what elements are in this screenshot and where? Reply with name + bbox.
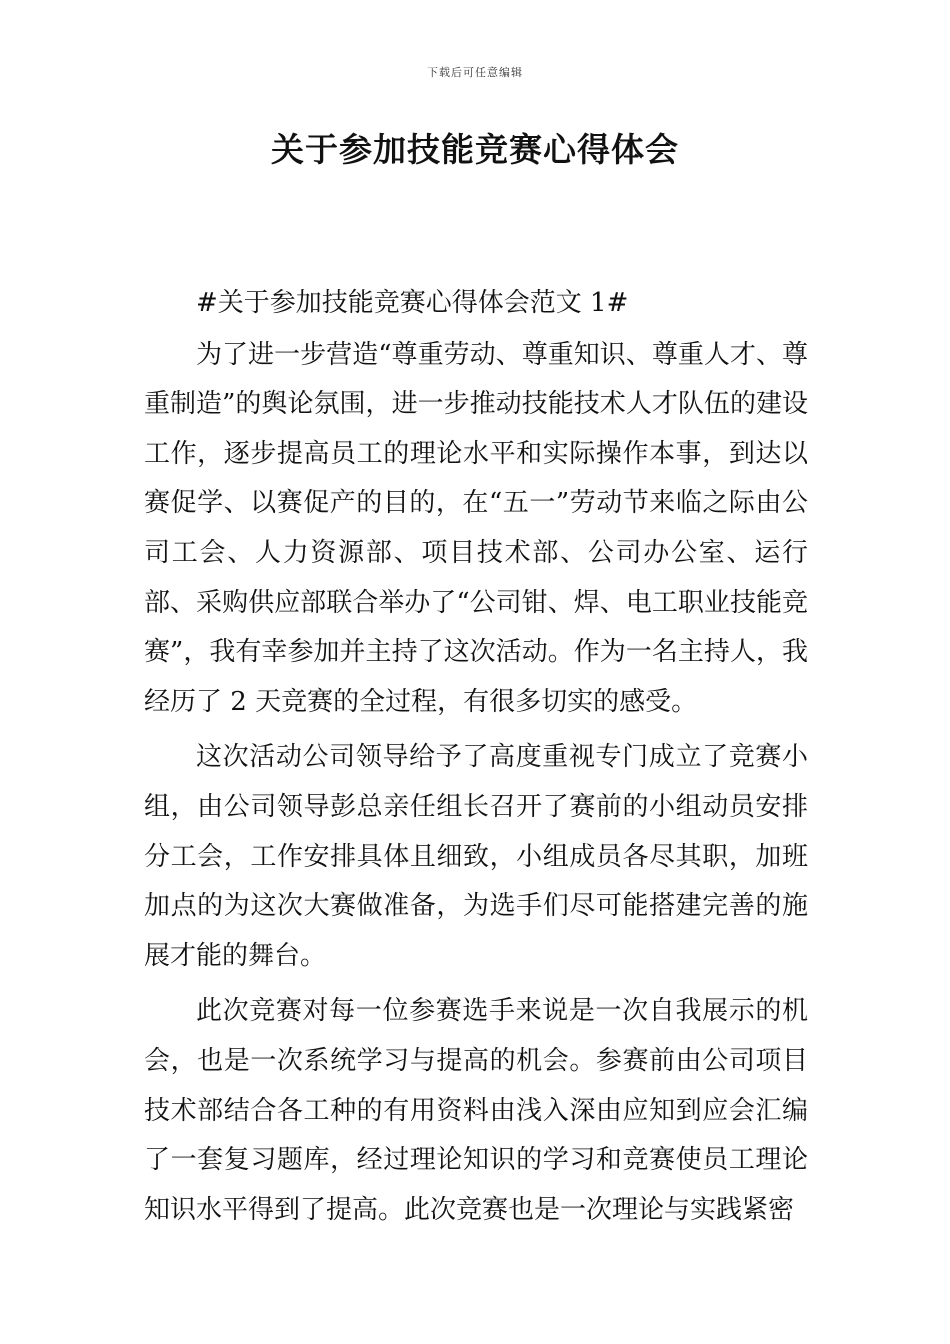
paragraph-3: 此次竞赛对每一位参赛选手来说是一次自我展示的机会，也是一次系统学习与提高的机会。参赛前由公司项目技术部结合各工种的有用资料由浅入深由应知到应会汇编了一套复习题库，经过理论知识的学习和竞赛使员工理论知识水平得到了提高。此次竞赛也是一次理论与实践紧密 bbox=[144, 996, 808, 1225]
header-note: 下载后可任意编辑 bbox=[427, 66, 523, 79]
section-subtitle: #关于参加技能竞赛心得体会范文 1# bbox=[196, 288, 629, 318]
paragraph-1: 为了进一步营造“尊重劳动、尊重知识、尊重人才、尊重制造”的舆论氛围，进一步推动技能技术人才队伍的建设工作，逐步提高员工的理论水平和实际操作本事，到达以赛促学、以赛促产的目的，在“五一”劳动节来临之际由公司工会、人力资源部、项目技术部、公司办公室、运行部、采购供应部联合举办了“公司钳、焊、电工职业技能竞赛”，我有幸参加并主持了这次活动。作为一名主持人，我经历了 2 天竞赛的全过程，有很多切实的感受。 bbox=[144, 339, 808, 717]
paragraph-2: 这次活动公司领导给予了高度重视专门成立了竞赛小组，由公司领导彭总亲任组长召开了赛前的小组动员安排分工会，工作安排具体且细致，小组成员各尽其职，加班加点的为这次大赛做准备，为选手们尽可能搭建完善的施展才能的舞台。 bbox=[144, 742, 808, 971]
document-body bbox=[144, 279, 808, 1241]
document-title: 关于参加技能竞赛心得体会 bbox=[271, 130, 679, 169]
